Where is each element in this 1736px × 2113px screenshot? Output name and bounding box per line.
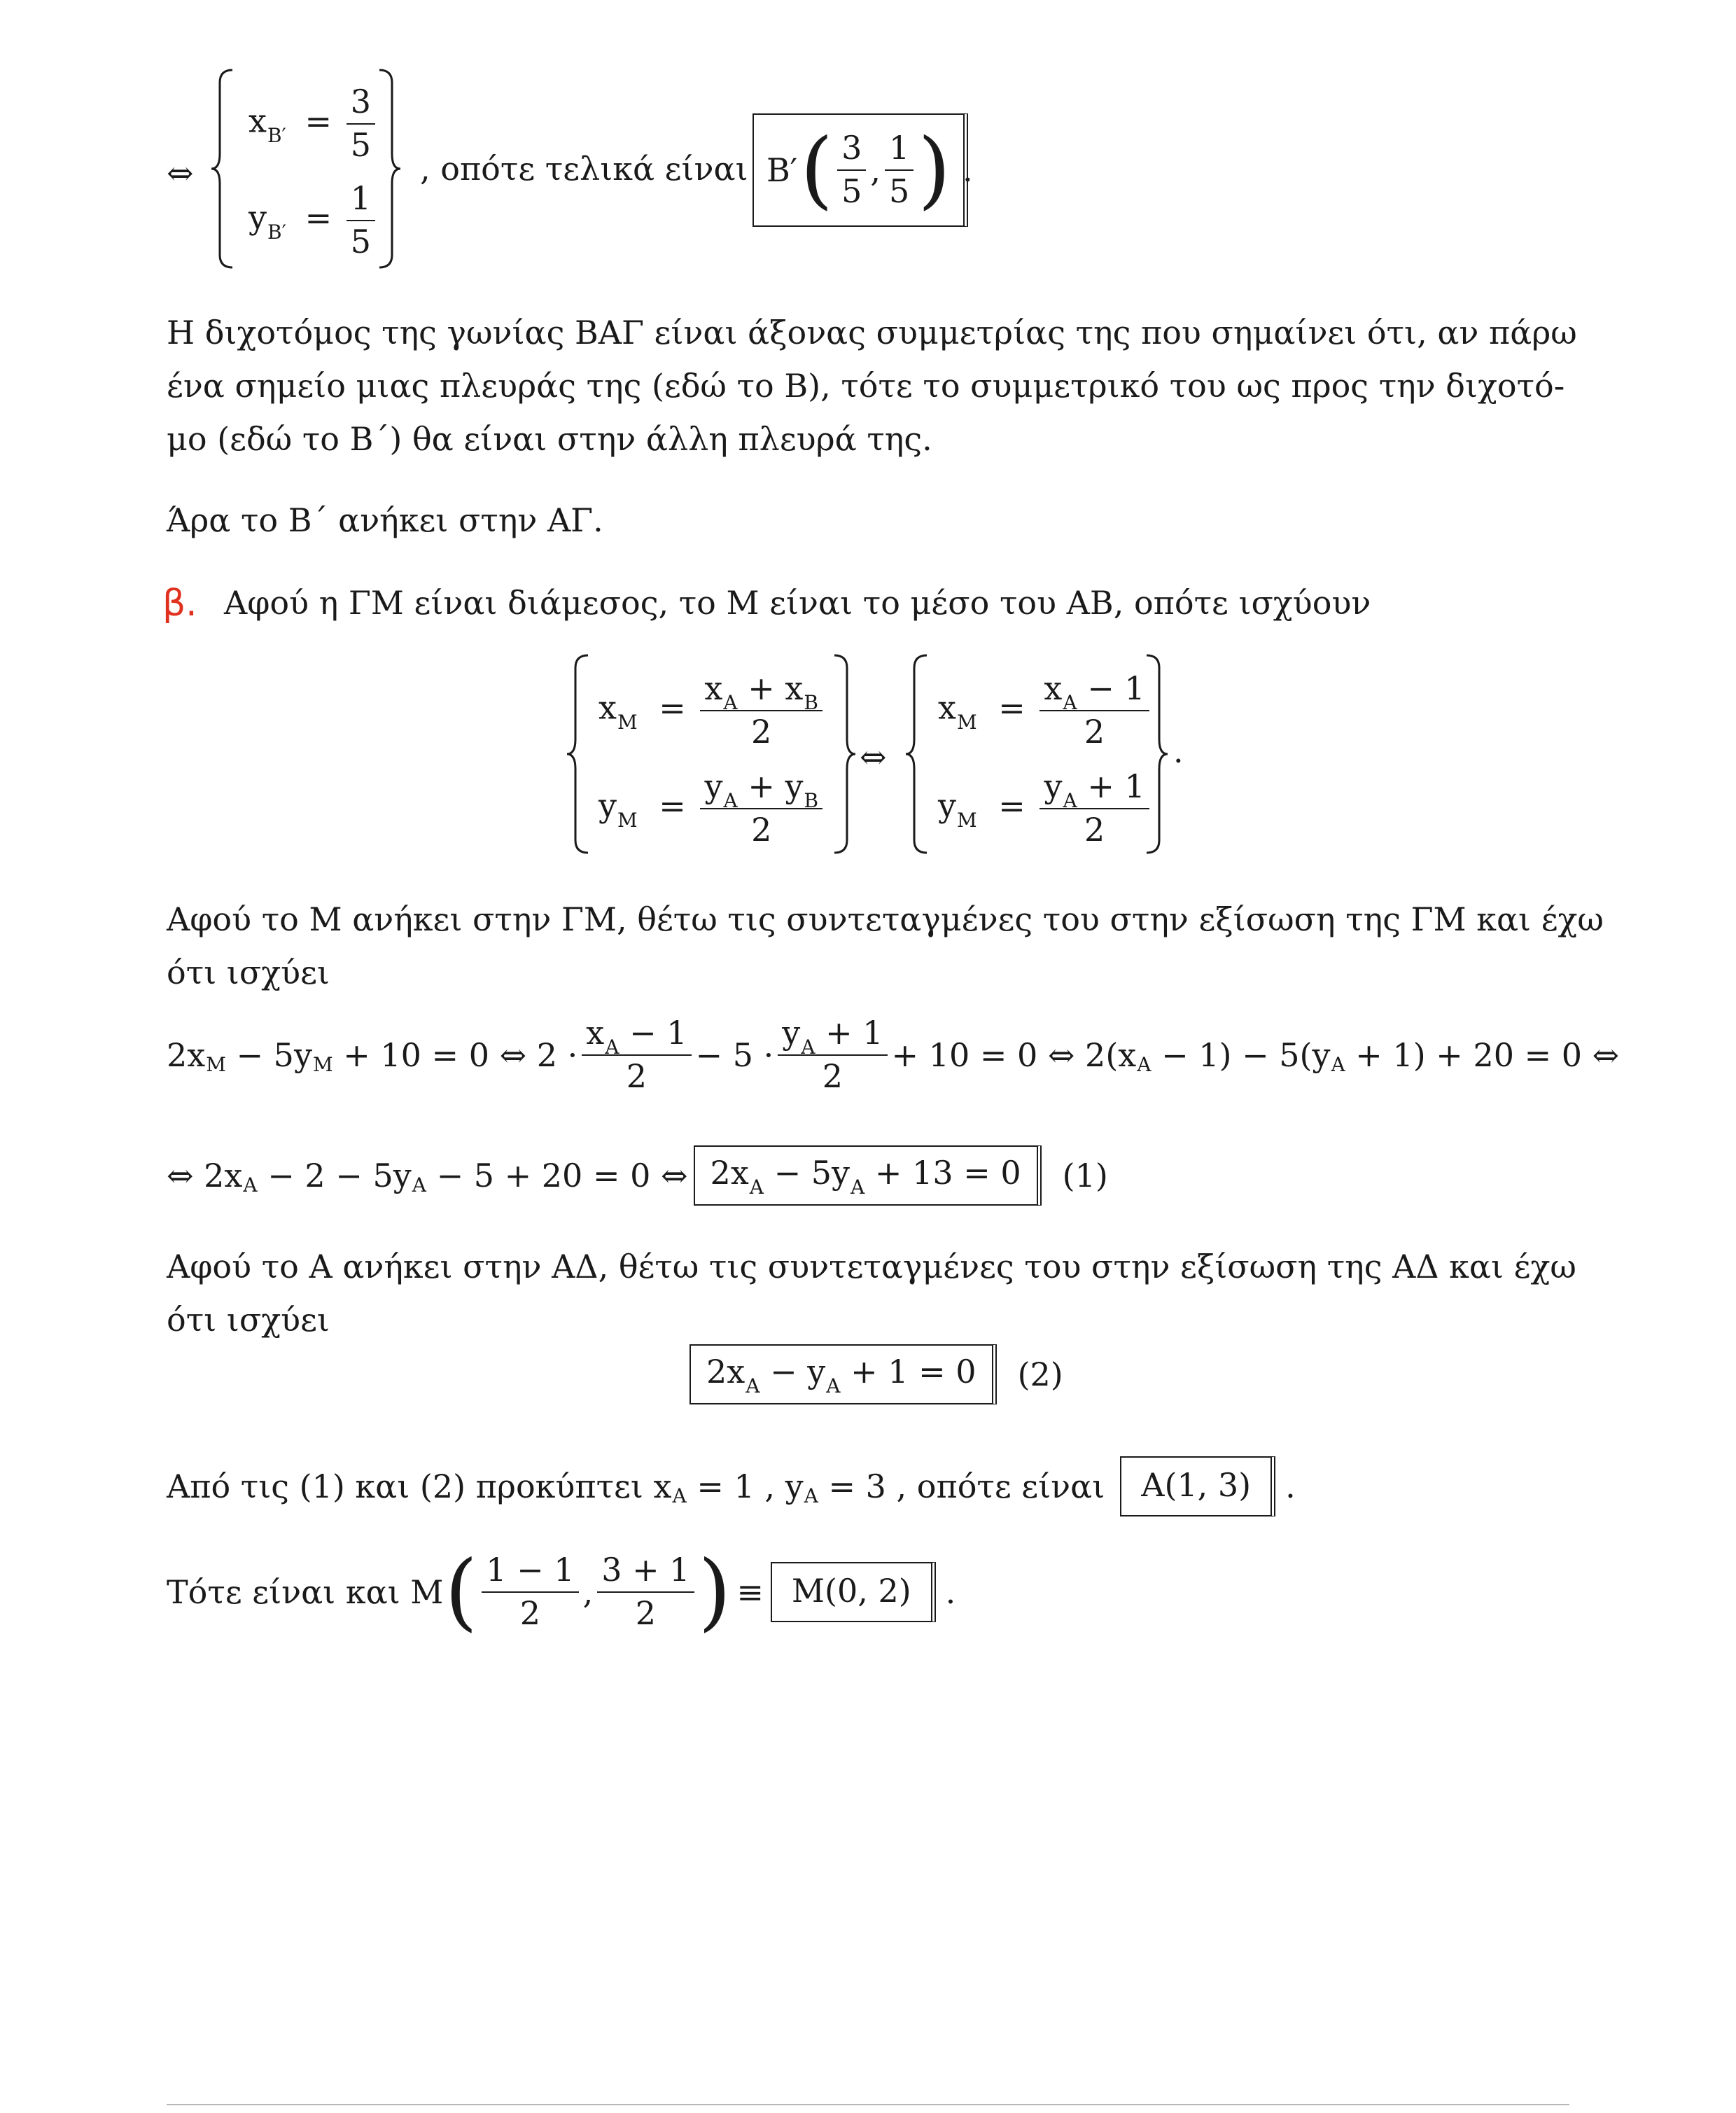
result-m: Τότε είναι και M ( $\frac{1 - 1}{2}$ , $\frac{3 + 1}{2}$ ) ≡ M(0, 2) . [167, 1543, 956, 1640]
paragraph4-line2: ότι ισχύει [167, 1301, 330, 1339]
paragraph3-line1: Αφού το Μ ανήκει στην ΓΜ, θέτω τις συντεταγμένες του στην εξίσωση της ΓΜ και έχω [167, 900, 1604, 938]
mid-left-brace-2 [904, 653, 932, 856]
equation-2-tag: (2) [1017, 1355, 1063, 1393]
mid-left-brace-1 [566, 653, 594, 856]
mid-right-brace-2 [1145, 653, 1173, 856]
footer-rule [167, 2104, 1569, 2105]
top-after-text: , οπότε τελικά είναι [420, 150, 748, 188]
equation-long: 2x M − 5y M + 10 = 0 ⇔ 2 · $\frac{x_A - 1}{2}$ − 5 · $\frac{y_A + 1}{2}$ + 10 = 0 ⇔ 2(x A − 1) − 5(y A + 1) + 20 = 0 ⇔ [167, 1014, 1620, 1095]
mid-right-row2: $y_M$ = $\frac{y_A + 1}{2}$ [938, 769, 1154, 848]
result-a: Από τις (1) και (2) προκύπτει x A = 1 , y A = 3 , οπότε είναι A(1, 3) . [167, 1456, 1296, 1516]
part-beta-label: β. [162, 583, 197, 625]
top-equiv-symbol: ⇔ [167, 154, 194, 192]
equation-2-box: $2x_A - y_A + 1 = 0$ [690, 1344, 997, 1404]
equation-1-box: $2x_A - 5y_A + 13 = 0$ [694, 1145, 1042, 1206]
mid-equiv-symbol: ⇔ [860, 738, 887, 776]
paragraph1-line2: ένα σημείο μιας πλευράς της (εδώ το Β), τότε το συμμετρικό του ως προς την διχοτό- [167, 367, 1565, 405]
top-row1: $x_{B'}$ = $\frac{3}{5}$ [248, 84, 379, 163]
paragraph1-line1: Η διχοτόμος της γωνίας ΒΑΓ είναι άξονας συμμετρίας της που σημαίνει ότι, αν πάρω [167, 314, 1577, 351]
top-result-box: B′ ( $\frac{3}{5}$ , $\frac{1}{5}$ ) [752, 113, 968, 227]
equation-1-tag: (1) [1062, 1157, 1108, 1194]
paragraph3-line2: ότι ισχύει [167, 954, 330, 991]
part-beta-text: Αφού η ΓΜ είναι διάμεσος, το Μ είναι το μέσο του ΑΒ, οπότε ισχύουν [224, 584, 1371, 622]
mid-end-dot: . [1173, 732, 1184, 770]
result-a-box: A(1, 3) [1120, 1456, 1275, 1516]
mid-right-brace-1 [833, 653, 861, 856]
top-right-brace [378, 67, 406, 270]
paragraph4-line1: Αφού το Α ανήκει στην ΑΔ, θέτω τις συντεταγμένες του στην εξίσωση της ΑΔ και έχω [167, 1248, 1576, 1285]
result-m-box: M(0, 2) [771, 1562, 936, 1622]
equation-1: ⇔ 2x A − 2 − 5y A − 5 + 20 = 0 ⇔ $2x_A - 5y_A + 13 = 0$ (1) [167, 1145, 1108, 1206]
mid-right-row1: $x_M$ = $\frac{x_A - 1}{2}$ [938, 671, 1154, 750]
mid-left-row2: $y_M$ = $\frac{y_A + y_B}{2}$ [598, 769, 827, 848]
top-left-brace [210, 67, 238, 270]
paragraph2: Άρα το Β΄ ανήκει στην ΑΓ. [167, 501, 603, 539]
top-row2: $y_{B'}$ = $\frac{1}{5}$ [248, 181, 379, 260]
equation-2 [690, 1344, 1063, 1404]
top-end-dot: . [962, 151, 973, 189]
paragraph1-line3: μο (εδώ το Β΄) θα είναι στην άλλη πλευρά της. [167, 420, 932, 458]
mid-left-row1: $x_M$ = $\frac{x_A + x_B}{2}$ [598, 671, 827, 750]
